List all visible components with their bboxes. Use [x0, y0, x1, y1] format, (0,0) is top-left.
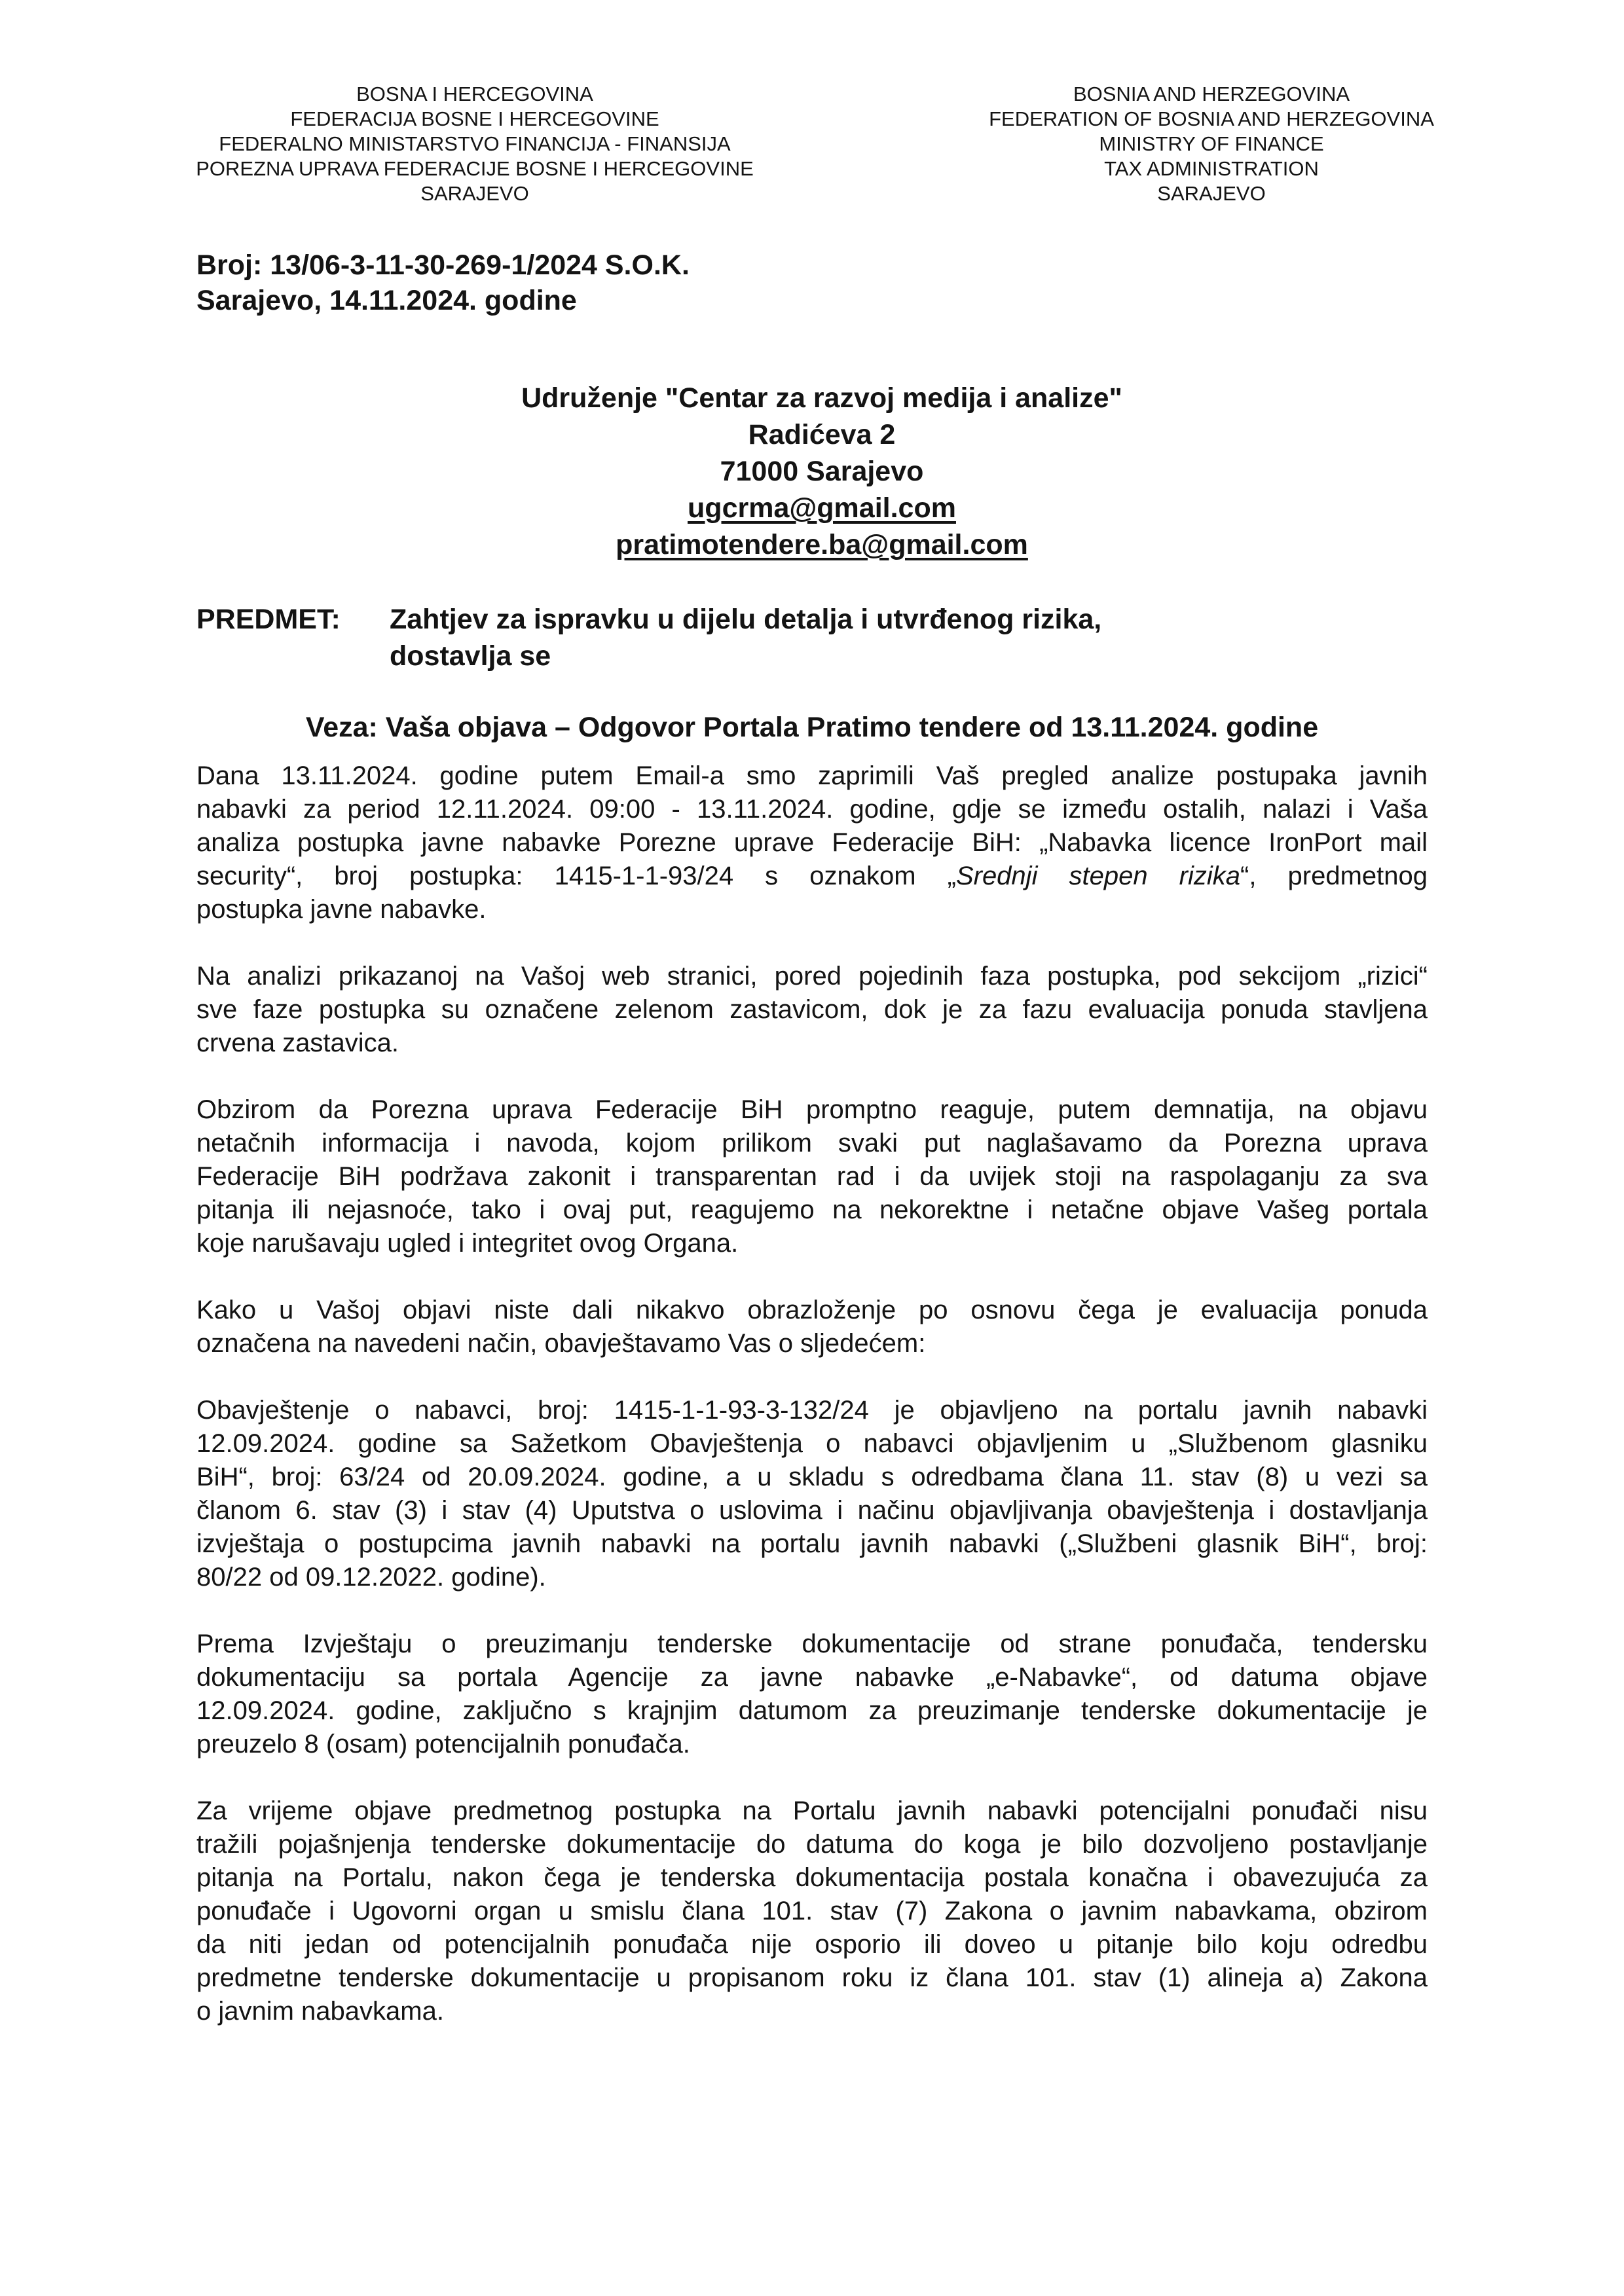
- recipient-address: [367, 380, 1277, 563]
- text-line: Obavještenje o nabavci, broj: 1415-1-1-93-3-132/24 je objavljeno na portalu javnih nabavki: [196, 1396, 1428, 1425]
- text-line: Federacije BiH podržava zakonit i transparentan rad i da uvijek stoji na raspolaganju za sva: [196, 1162, 1428, 1191]
- text-line: da niti jedan od potencijalnih ponuđača nije osporio ili doveo u pitanje bilo koju odredbu: [196, 1930, 1428, 1959]
- place-and-date: Sarajevo, 14.11.2024. godine: [196, 285, 577, 316]
- letterhead-line: BOSNIA AND HERZEGOVINA: [1073, 82, 1350, 105]
- risk-level-text: Srednji stepen rizika: [955, 862, 1241, 890]
- letter-body: [196, 759, 1428, 2062]
- letterhead-line: BOSNA I HERCEGOVINA: [356, 82, 593, 105]
- text-line: Kako u Vašoj objavi niste dali nikakvo obrazloženje po osnovu čega je evaluacija ponuda: [196, 1296, 1428, 1324]
- text-segment: “, predmetnog: [1240, 862, 1428, 890]
- paragraph: [196, 1294, 1428, 1360]
- text-line: Za vrijeme objave predmetnog postupka na Portalu javnih nabavki potencijalni ponuđači nisu: [196, 1796, 1428, 1825]
- text-line: Prema Izvještaju o preuzimanju tenderske dokumentacije od strane ponuđača, tendersku: [196, 1630, 1428, 1658]
- text-line: predmetne tenderske dokumentacije u propisanom roku iz člana 101. stav (1) alineja a) Zakona: [196, 1963, 1428, 1992]
- text-line: 80/22 od 09.12.2022. godine).: [196, 1563, 546, 1592]
- text-line: nabavki za period 12.11.2024. 09:00 - 13.11.2024. godine, gdje se između ostalih, nalazi i Vaša: [196, 795, 1428, 824]
- reference-block: [196, 247, 690, 318]
- text-line: članom 6. stav (3) i stav (4) Uputstva o uslovima i načinu objavljivanja obavještenja i dostavljanja: [196, 1496, 1428, 1525]
- letterhead-english: [930, 82, 1493, 206]
- paragraph: [196, 1628, 1428, 1761]
- text-line: BiH“, broj: 63/24 od 20.09.2024. godine, a u skladu s odredbama člana 11. stav (8) u vezi sa: [196, 1463, 1428, 1491]
- text-line: pitanja na Portalu, nakon čega je tenderska dokumentacija postala konačna i obavezujuća za: [196, 1863, 1428, 1892]
- text-line: analiza postupka javne nabavke Porezne uprave Federacije BiH: „Nabavka licence IronPort mail: [196, 828, 1428, 857]
- letterhead-line: TAX ADMINISTRATION: [1104, 157, 1319, 180]
- paragraph: [196, 1795, 1428, 2028]
- text-line: Obzirom da Porezna uprava Federacije BiH promptno reaguje, putem demnatija, na objavu: [196, 1095, 1428, 1124]
- text-line: 12.09.2024. godine sa Sažetkom Obavještenja o nabavci objavljenim u „Službenom glasniku: [196, 1429, 1428, 1458]
- text-segment: security“, broj postupka: 1415-1-1-93/24 s oznakom „: [196, 862, 956, 890]
- subject-label: PREDMET:: [196, 604, 341, 635]
- paragraph: [196, 759, 1428, 926]
- subject-text: [390, 601, 1437, 674]
- subject-line: dostavlja se: [390, 640, 551, 672]
- text-line: Dana 13.11.2024. godine putem Email-a smo zaprimili Vaš pregled analize postupaka javnih: [196, 761, 1428, 790]
- text-line: o javnim nabavkama.: [196, 1997, 444, 2026]
- paragraph: [196, 960, 1428, 1060]
- text-line: označena na navedeni način, obavještavamo Vas o sljedećem:: [196, 1329, 926, 1358]
- recipient-name: Udruženje "Centar za razvoj medija i analize": [521, 382, 1122, 414]
- recipient-email-link[interactable]: ugcrma@gmail.com: [688, 492, 956, 524]
- text-line: postupka javne nabavke.: [196, 895, 487, 924]
- letterhead-line: SARAJEVO: [420, 182, 529, 205]
- text-line: dokumentaciju sa portala Agencije za javne nabavke „e-Nabavke“, od datuma objave: [196, 1663, 1428, 1692]
- letterhead-line: FEDERATION OF BOSNIA AND HERZEGOVINA: [989, 107, 1434, 130]
- text-line: preuzelo 8 (osam) potencijalnih ponuđača.: [196, 1730, 690, 1758]
- paragraph: [196, 1093, 1428, 1260]
- paragraph: [196, 1394, 1428, 1594]
- text-line: izvještaja o postupcima javnih nabavki na portalu javnih nabavki („Službeni glasnik BiH“, broj:: [196, 1529, 1428, 1558]
- letterhead-line: SARAJEVO: [1157, 182, 1266, 205]
- text-line: pitanja ili nejasnoće, tako i ovaj put, reagujemo na nekorektne i netačne objave Vašeg portala: [196, 1195, 1428, 1224]
- subject-line: Zahtjev za ispravku u dijelu detalja i utvrđenog rizika,: [390, 604, 1102, 635]
- reference-link-line: Veza: Vaša objava – Odgovor Portala Pratimo tendere od 13.11.2024. godine: [305, 712, 1319, 743]
- text-line: ponuđače i Ugovorni organ u smislu člana 101. stav (7) Zakona o javnim nabavkama, obzirom: [196, 1897, 1428, 1925]
- recipient-city: 71000 Sarajevo: [720, 456, 924, 487]
- text-line: koje narušavaju ugled i integritet ovog Organa.: [196, 1229, 739, 1258]
- letterhead-line: MINISTRY OF FINANCE: [1099, 132, 1324, 155]
- text-line: tražili pojašnjenja tenderske dokumentacije do datuma do koga je bilo dozvoljeno postavljanje: [196, 1830, 1428, 1859]
- letterhead-line: FEDERACIJA BOSNE I HERCEGOVINE: [290, 107, 659, 130]
- text-line: sve faze postupka su označene zelenom zastavicom, dok je za fazu evaluacija ponuda stavljena: [196, 995, 1428, 1024]
- letterhead-line: POREZNA UPRAVA FEDERACIJE BOSNE I HERCEGOVINE: [196, 157, 754, 180]
- text-line: Na analizi prikazanoj na Vašoj web stranici, pored pojedinih faza postupka, pod sekcijom „rizici“: [196, 962, 1428, 991]
- recipient-street: Radićeva 2: [748, 419, 896, 450]
- reference-number: Broj: 13/06-3-11-30-269-1/2024 S.O.K.: [196, 249, 690, 281]
- letterhead-line: FEDERALNO MINISTARSTVO FINANCIJA - FINANSIJA: [219, 132, 731, 155]
- recipient-email-link[interactable]: pratimotendere.ba@gmail.com: [616, 529, 1028, 560]
- text-line: [196, 860, 1428, 893]
- text-line: netačnih informacija i navoda, kojom prilikom svaki put naglašavamo da Porezna uprava: [196, 1129, 1428, 1157]
- text-line: 12.09.2024. godine, zaključno s krajnjim datumom za preuzimanje tenderske dokumentacije je: [196, 1696, 1428, 1725]
- letterhead-local: [167, 82, 783, 206]
- text-line: crvena zastavica.: [196, 1029, 399, 1057]
